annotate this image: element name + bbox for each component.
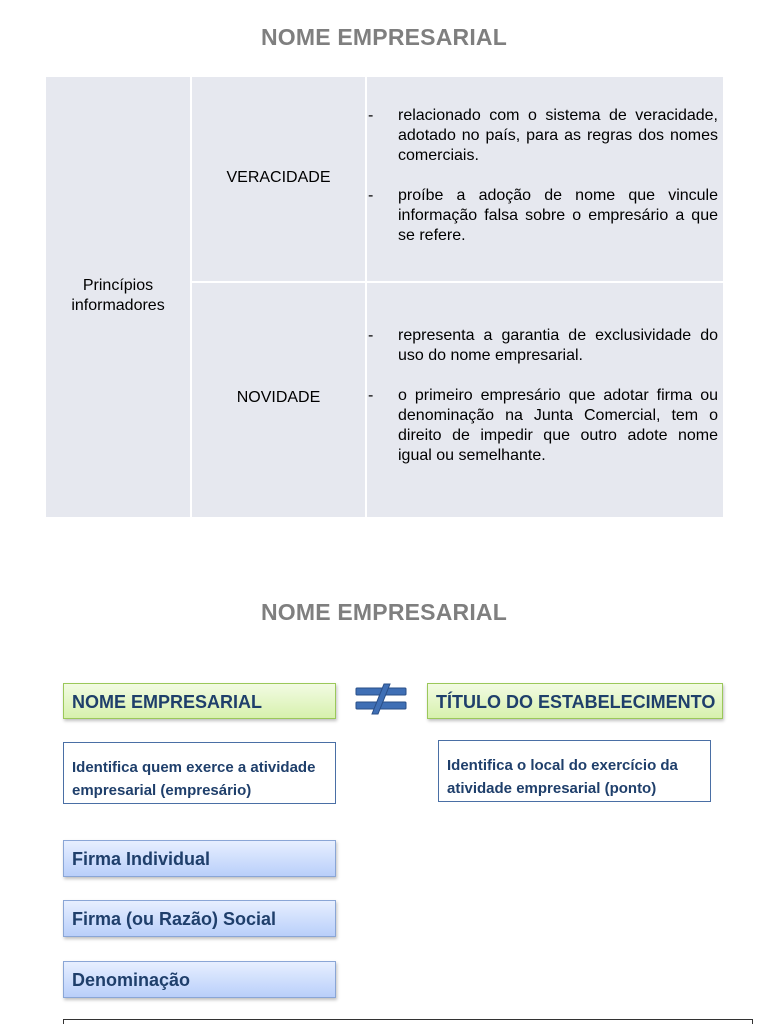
bullet-marker: - (368, 387, 374, 404)
bullet-text: o primeiro empresário que adotar firma ou denominação na Junta Comercial, tem o direito de impedir que outro adote nome igual ou semelhante. (398, 387, 718, 464)
novidade-bullets (368, 326, 718, 466)
bullet-item (368, 326, 718, 366)
nome-empresarial-description: Identifica quem exerce a atividade empresarial (empresário) (63, 742, 336, 804)
bullet-marker: - (368, 107, 374, 124)
row-header-line: informadores (71, 297, 165, 314)
bullet-text: relacionado com o sistema de veracidade, adotado no país, para as regras dos nomes comerciais. (398, 107, 718, 164)
row-header-cell (46, 276, 190, 316)
bullet-text: proíbe a adoção de nome que vincule informação falsa sobre o empresário a que se refere. (398, 187, 718, 244)
column-divider (365, 77, 367, 517)
column-divider (190, 77, 192, 517)
nome-empresarial-heading: NOME EMPRESARIAL (63, 683, 336, 719)
principle-novidade: NOVIDADE (236, 389, 321, 406)
type-firma-social: Firma (ou Razão) Social (63, 900, 336, 937)
bullet-item (368, 186, 718, 246)
type-firma-individual: Firma Individual (63, 840, 336, 877)
not-equal-icon (354, 683, 408, 715)
veracidade-bullets (368, 106, 718, 246)
bullet-text: representa a garantia de exclusividade do uso do nome empresarial. (398, 327, 718, 364)
titulo-estabelecimento-heading: TÍTULO DO ESTABELECIMENTO (427, 683, 723, 719)
row-divider (192, 281, 723, 283)
principle-veracidade: VERACIDADE (226, 169, 331, 186)
principles-table (46, 77, 723, 517)
slide-title: NOME EMPRESARIAL (261, 24, 507, 50)
type-denominacao: Denominação (63, 961, 336, 998)
next-slide-frame (63, 1019, 753, 1024)
slide-title: NOME EMPRESARIAL (261, 599, 507, 625)
row-header-line: Princípios (82, 277, 154, 294)
bullet-item (368, 106, 718, 166)
titulo-estabelecimento-description: Identifica o local do exercício da atividade empresarial (ponto) (438, 740, 711, 802)
bullet-marker: - (368, 187, 374, 204)
bullet-item (368, 386, 718, 466)
bullet-marker: - (368, 327, 374, 344)
